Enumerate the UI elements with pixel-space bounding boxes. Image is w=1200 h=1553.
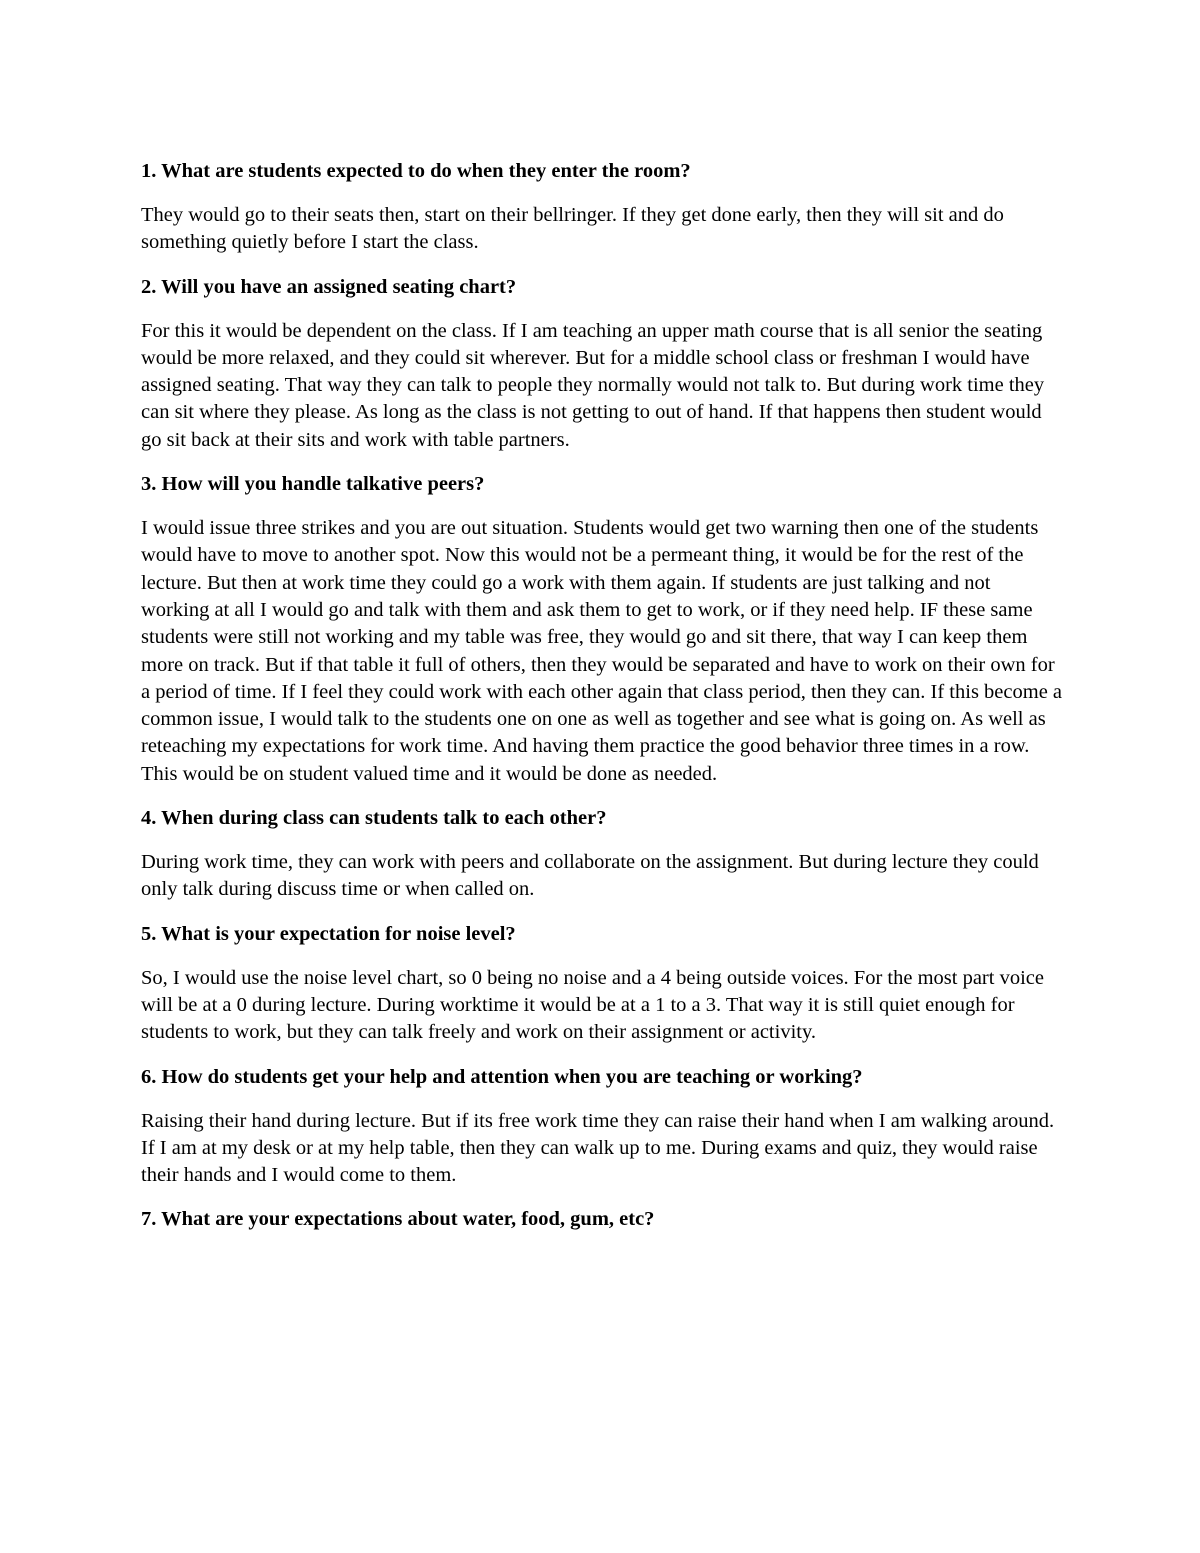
question-3: 3. How will you handle talkative peers? (141, 473, 485, 496)
question-7: 7. What are your expectations about water, food, gum, etc? (141, 1208, 655, 1231)
question-5: 5. What is your expectation for noise level? (141, 922, 516, 945)
question-6: 6. How do students get your help and attention when you are teaching or working? (141, 1065, 863, 1088)
answer-6: Raising their hand during lecture. But if its free work time they can raise their hand when I am walking around. If I am at my desk or at my help table, then they can walk up to me. During exams and quiz, they would raise their hands and I would come to them. (141, 1109, 1055, 1187)
question-1: 1. What are students expected to do when they enter the room? (141, 160, 691, 182)
answer-3: I would issue three strikes and you are out situation. Students would get two warning then one of the students would have to move to another spot. Now this would not be a permeant thing, it would be for the rest of the lecture. But then at work time they could go a work with them again. If students are just talking and not working at all I would go and talk with them and ask them to get to work, or if they need help. IF these same students were still not working and my table was free, they would go and sit there, that way I can keep them more on track. But if that table it full of others, then they would be separated and have to work on their own for a period of time. If I feel they could work with each other again that class period, then they can. If this become a common issue, I would talk to the students one on one as well as together and see what is going on. As well as reteaching my expectations for work time. And having them practice the good behavior three times in a row. This would be on student valued time and it would be done as needed. (141, 517, 1063, 785)
answer-4: During work time, they can work with peers and collaborate on the assignment. But during lecture they could only talk during discuss time or when called on. (141, 851, 1039, 901)
answer-5: So, I would use the noise level chart, so 0 being no noise and a 4 being outside voices. For the most part voice will be at a 0 during lecture. During worktime it would be at a 1 to a 3. That way it is still quiet enough for students to work, but they can talk freely and work on their assignment or activity. (141, 966, 1044, 1044)
question-4: 4. When during class can students talk to each other? (141, 807, 607, 830)
document-page (141, 158, 1063, 1250)
answer-1: They would go to their seats then, start on their bellringer. If they get done early, then they will sit and do something quietly before I start the class. (141, 204, 1004, 254)
answer-2: For this it would be dependent on the class. If I am teaching an upper math course that is all senior the seating would be more relaxed, and they could sit wherever. But for a middle school class or freshman I would have assigned seating. That way they can talk to people they normally would not talk to. But during work time they can sit where they please. As long as the class is not getting to out of hand. If that happens then student would go sit back at their sits and work with table partners. (141, 319, 1045, 451)
question-2: 2. Will you have an assigned seating chart? (141, 275, 517, 298)
